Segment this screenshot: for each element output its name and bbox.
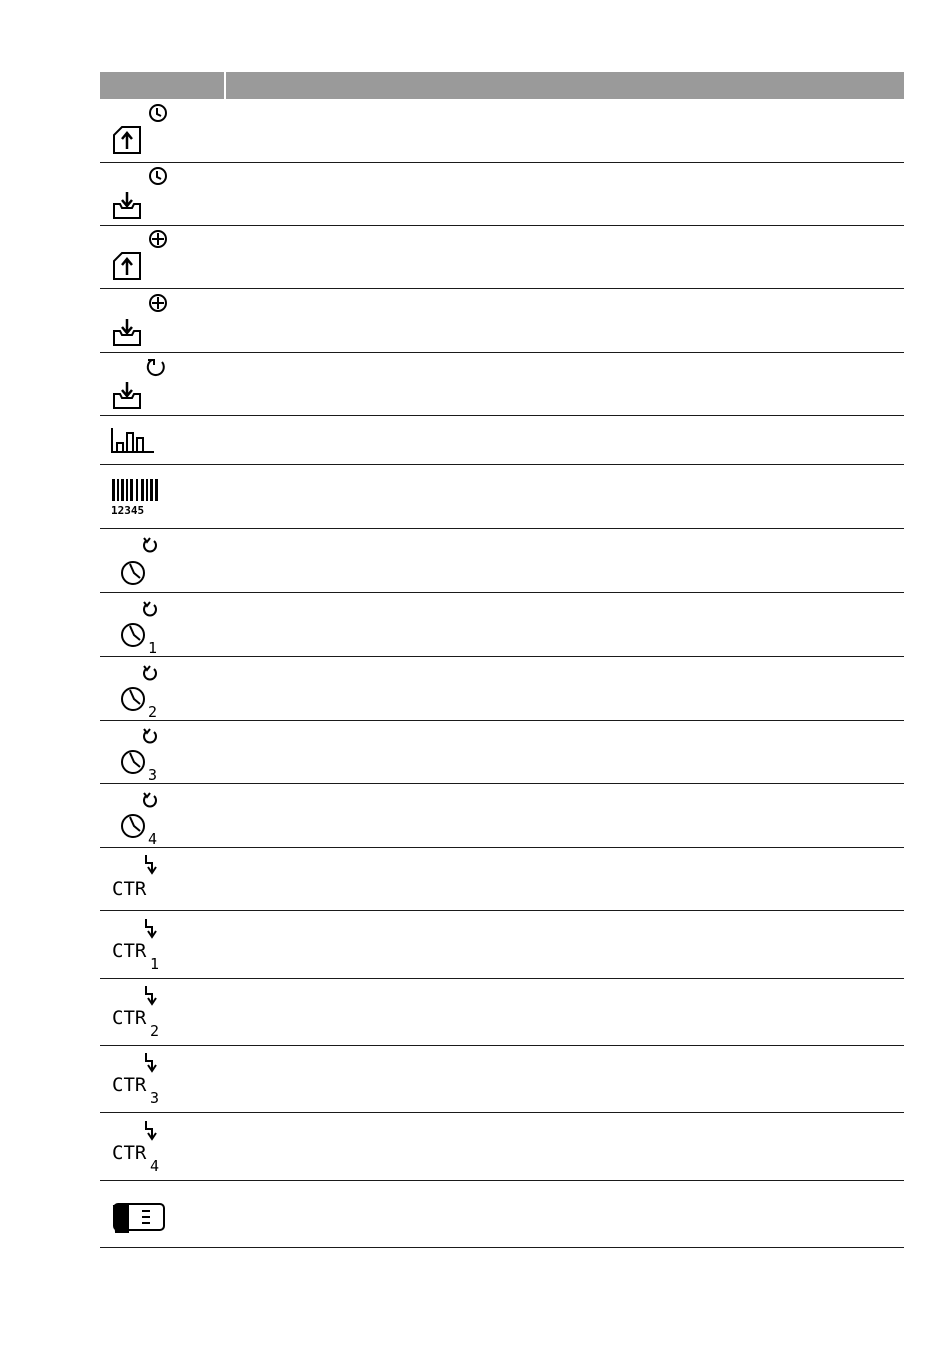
- download-plus-icon: [108, 291, 172, 351]
- timer-refresh-1-icon: [108, 595, 172, 655]
- row-description: [232, 529, 904, 592]
- row-description: [232, 1181, 904, 1247]
- table-row: [100, 416, 904, 465]
- subscript: 1: [150, 954, 160, 973]
- table-row: [100, 1181, 904, 1248]
- timer-refresh-icon: [108, 531, 172, 591]
- table-row: [100, 99, 904, 163]
- subscript: 2: [148, 702, 158, 719]
- row-description: [232, 721, 904, 783]
- row-description: [232, 99, 904, 162]
- subscript: 3: [150, 1089, 160, 1107]
- ctr-label: CTR: [112, 1074, 147, 1096]
- ctr-label: CTR: [112, 1141, 147, 1164]
- timer-refresh-4-icon: [108, 786, 172, 846]
- subscript: 1: [148, 638, 158, 655]
- row-description: [232, 848, 904, 910]
- table-row: [100, 593, 904, 657]
- ctr-label: CTR: [112, 1007, 147, 1029]
- book-list-icon: [108, 1184, 172, 1244]
- counter-trigger-4-icon: [108, 1117, 172, 1177]
- counter-trigger-1-icon: [108, 915, 172, 975]
- table-row: [100, 979, 904, 1046]
- ctr-label: CTR: [112, 939, 147, 962]
- row-description: [232, 657, 904, 720]
- ctr-label: CTR: [112, 878, 147, 900]
- table-row: [100, 465, 904, 529]
- row-description: [232, 465, 904, 528]
- row-description: [232, 289, 904, 352]
- row-description: [232, 784, 904, 847]
- icon-table: [100, 72, 904, 1248]
- table-row: [100, 289, 904, 353]
- subscript: 4: [150, 1156, 160, 1175]
- barcode-icon: [108, 467, 172, 527]
- bar-graph-icon: [108, 410, 172, 470]
- subscript: 3: [148, 766, 158, 782]
- timer-refresh-2-icon: [108, 659, 172, 719]
- table-row: [100, 226, 904, 289]
- counter-trigger-icon: [108, 849, 172, 909]
- header-description-column: [226, 72, 904, 99]
- upload-clock-icon: [108, 101, 172, 161]
- download-refresh-icon: [108, 354, 172, 414]
- table-row: [100, 353, 904, 416]
- row-description: [232, 911, 904, 978]
- table-row: [100, 721, 904, 784]
- timer-refresh-3-icon: [108, 722, 172, 782]
- row-description: [232, 593, 904, 656]
- table-row: [100, 1046, 904, 1113]
- table-row: [100, 911, 904, 979]
- row-description: [232, 979, 904, 1045]
- header-icon-column: [100, 72, 226, 99]
- barcode-digits: 12345: [111, 503, 145, 517]
- counter-trigger-3-icon: [108, 1049, 172, 1109]
- download-clock-icon: [108, 164, 172, 224]
- table-row: [100, 784, 904, 848]
- row-description: [232, 163, 904, 225]
- row-description: [232, 353, 904, 415]
- upload-plus-icon: [108, 227, 172, 287]
- table-row: [100, 848, 904, 911]
- row-description: [232, 416, 904, 464]
- row-description: [232, 226, 904, 288]
- counter-trigger-2-icon: [108, 982, 172, 1042]
- table-row: [100, 657, 904, 721]
- table-header: [100, 72, 904, 99]
- subscript: 2: [150, 1022, 160, 1040]
- table-row: [100, 1113, 904, 1181]
- table-row: [100, 529, 904, 593]
- table-row: [100, 163, 904, 226]
- subscript: 4: [148, 829, 158, 846]
- row-description: [232, 1046, 904, 1112]
- row-description: [232, 1113, 904, 1180]
